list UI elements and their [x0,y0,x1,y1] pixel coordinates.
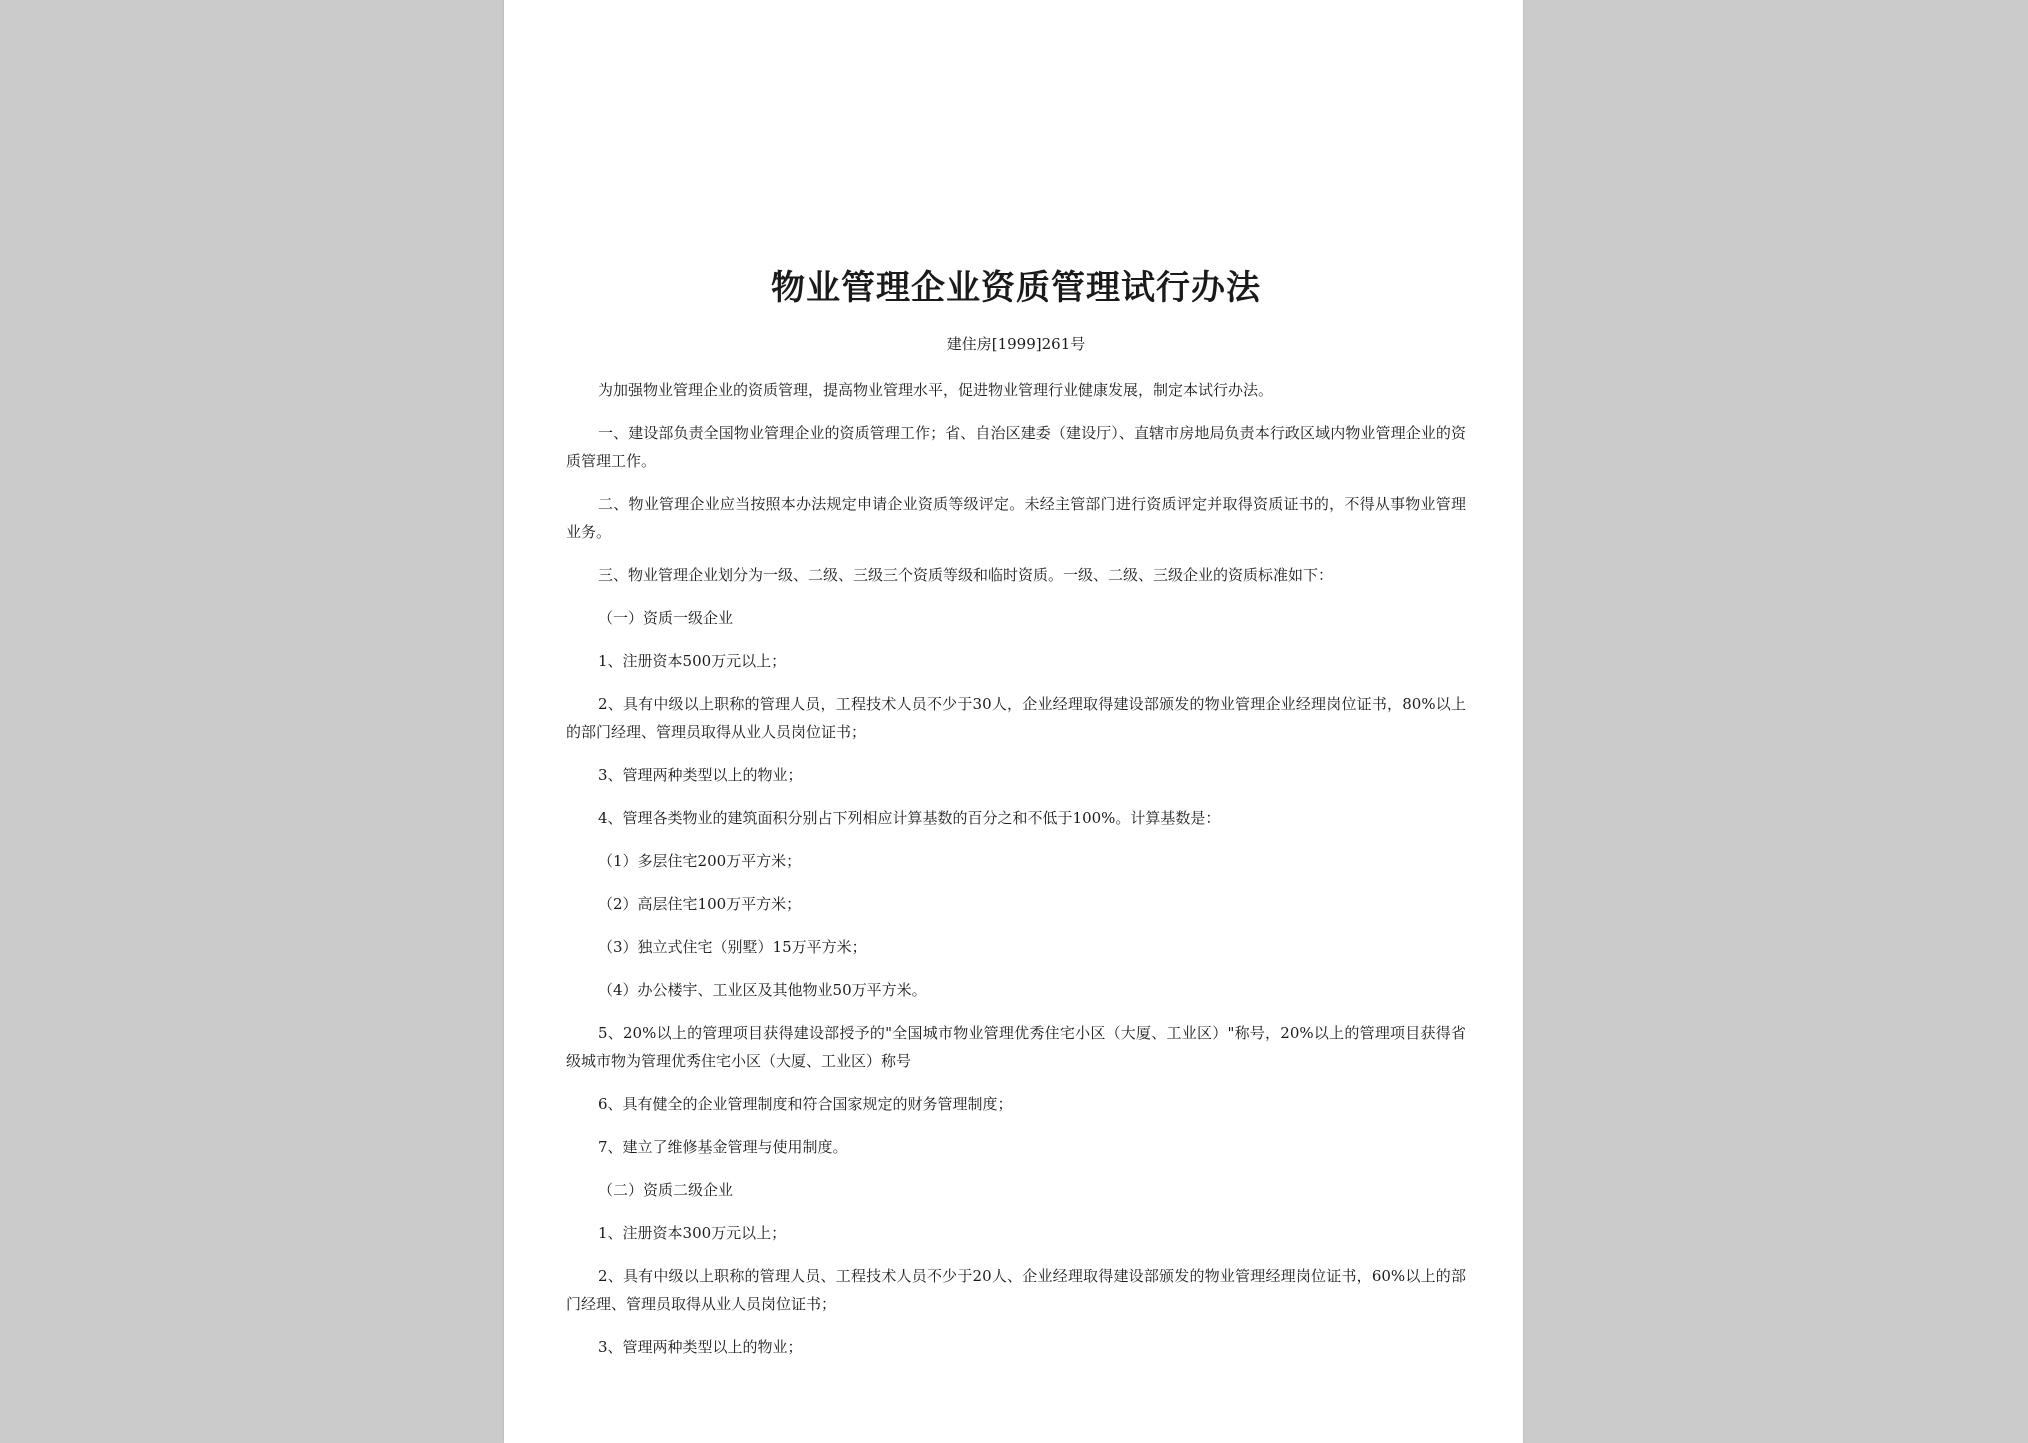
paragraph-grade-1-item-5: 5、20%以上的管理项目获得建设部授予的"全国城市物业管理优秀住宅小区（大厦、工业区）"称号，20%以上的管理项目获得省级城市物为管理优秀住宅小区（大厦、工业区）称号 [566,1024,1466,1070]
paragraph-base-3: （3）独立式住宅（别墅）15万平方米； [598,938,867,956]
paragraph-grade-2-item-1: 1、注册资本300万元以上； [598,1224,787,1242]
document-number: 建住房[1999]261号 [946,335,1086,353]
paragraph-grade-1-heading: （一）资质一级企业 [598,609,734,627]
paragraph-article-2: 二、物业管理企业应当按照本办法规定申请企业资质等级评定。未经主管部门进行资质评定并取得资质证书的，不得从事物业管理业务。 [566,495,1466,541]
paragraph-grade-2-item-2: 2、具有中级以上职称的管理人员、工程技术人员不少于20人、企业经理取得建设部颁发的物业管理经理岗位证书，60%以上的部门经理、管理员取得从业人员岗位证书； [566,1267,1466,1313]
paragraph-article-1: 一、建设部负责全国物业管理企业的资质管理工作；省、自治区建委（建设厅）、直辖市房地局负责本行政区域内物业管理企业的资质管理工作。 [566,424,1466,470]
paragraph-grade-1-item-2: 2、具有中级以上职称的管理人员，工程技术人员不少于30人，企业经理取得建设部颁发的物业管理企业经理岗位证书，80%以上的部门经理、管理员取得从业人员岗位证书； [566,695,1466,741]
page-content [566,266,1466,1376]
paragraph-grade-2-heading: （二）资质二级企业 [598,1181,734,1199]
paragraph-grade-1-item-7: 7、建立了维修基金管理与使用制度。 [598,1138,848,1156]
paragraph-grade-1-item-3: 3、管理两种类型以上的物业； [598,766,803,784]
paragraph-base-2: （2）高层住宅100万平方米； [598,895,802,913]
paragraph-base-4: （4）办公楼宇、工业区及其他物业50万平方米。 [598,981,927,999]
paragraph-preamble: 为加强物业管理企业的资质管理，提高物业管理水平，促进物业管理行业健康发展，制定本试行办法。 [598,381,1274,399]
paragraph-grade-1-item-6: 6、具有健全的企业管理制度和符合国家规定的财务管理制度； [598,1095,1013,1113]
paragraph-article-3: 三、物业管理企业划分为一级、二级、三级三个资质等级和临时资质。一级、二级、三级企业的资质标准如下： [598,566,1334,584]
document-title: 物业管理企业资质管理试行办法 [771,268,1261,308]
paragraph-grade-1-item-1: 1、注册资本500万元以上； [598,652,787,670]
document-page [504,0,1523,1443]
document-body [566,376,1466,1361]
paragraph-base-1: （1）多层住宅200万平方米； [598,852,802,870]
paragraph-grade-2-item-3: 3、管理两种类型以上的物业； [598,1338,803,1356]
paragraph-grade-1-item-4: 4、管理各类物业的建筑面积分别占下列相应计算基数的百分之和不低于100%。计算基数是： [598,809,1221,827]
